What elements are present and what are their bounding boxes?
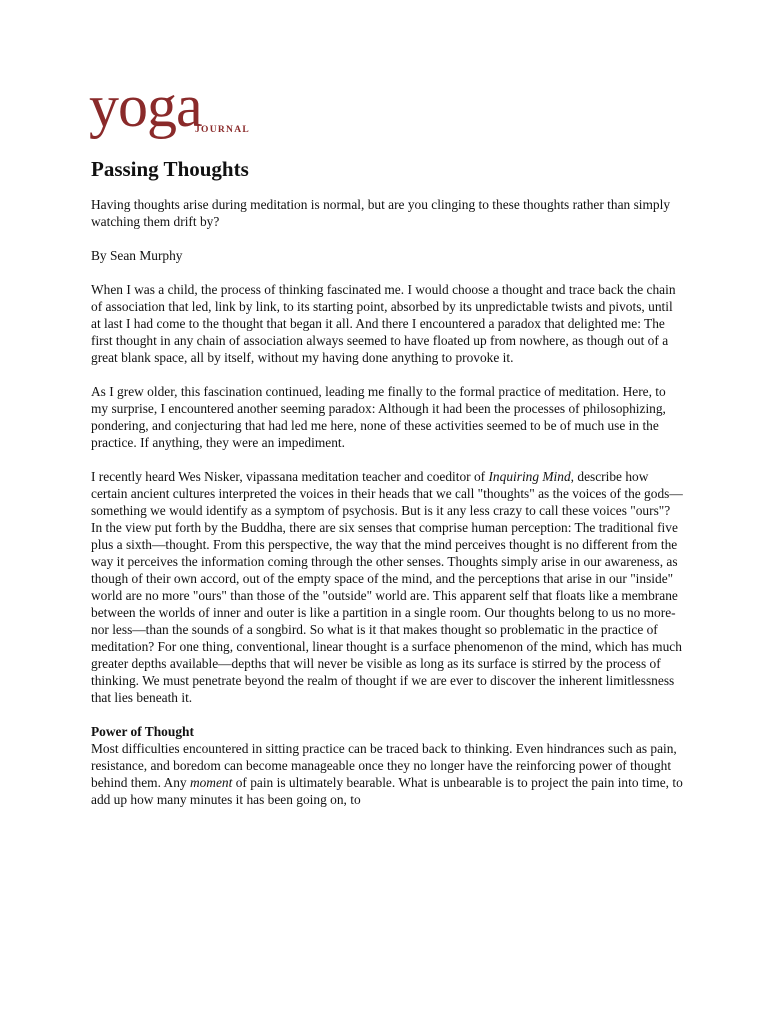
moment-italic: moment: [189, 775, 233, 790]
paragraph-4-text-b: of pain is ultimately bearable. What is unbearable is to project the pain into time, to add up how many minutes it has been going on, to: [91, 775, 683, 807]
paragraph-4-text-a: Most difficulties encountered in sitting practice can be traced back to thinking. Even hindrances such as pain, resistance, and boredom can become manageable once they no longer have the reinforcing power of thought behind them. Any: [91, 741, 677, 790]
article-title: Passing Thoughts: [91, 157, 249, 181]
publication-title-italic: Inquiring Mind: [488, 469, 571, 484]
logo-wordmark: yoga: [89, 73, 202, 139]
paragraph-3-text-a: I recently heard Wes Nisker, vipassana meditation teacher and coeditor of: [91, 469, 489, 484]
paragraph-3-text-b: , describe how certain ancient cultures interpreted the voices in their heads that we call "thoughts" as the voices of the gods—something we would identify as a symptom of psychosis. But is it any less crazy to call these voices "ours"? In the view put forth by the Buddha, there are six senses that comprise human perception: The traditional five plus a sixth—thought. From this perspective, the way that the mind perceives thought is no different from the way it perceives the information coming through the other senses. Thoughts simply arise in our awareness, as though of their own accord, out of the empty space of the mind, and the perceptions that arise in our "inside" world are no more "ours" than those of the "outside" world are. This apparent self that floats like a membrane between the worlds of inner and outer is like a partition in a single room. Our thoughts belong to us no more-nor less—than the sounds of a songbird. So what is it that makes thought so problematic in the practice of meditation? For one thing, conventional, linear thought is a surface phenomenon of the mind, which has much greater depths available—depths that will never be visible as long as its surface is stirred by the process of thinking. We must penetrate beyond the realm of thought if we are ever to discover the inherent limitlessness that lies beneath it.: [91, 469, 683, 705]
article-byline: By Sean Murphy: [91, 248, 183, 263]
article-paragraph-3: [91, 468, 683, 706]
article-paragraph-1: When I was a child, the process of thinking fascinated me. I would choose a thought and trace back the chain of association that led, link by link, to its starting point, absorbed by its unpredictable twists and pivots, until at last I had come to the thought that began it all. And there I encountered a paradox that delighted me: The first thought in any chain of association always seemed to have floated up from nowhere, as though out of a great blank space, all by itself, without my having done anything to provoke it.: [91, 282, 676, 365]
article-paragraph-2: As I grew older, this fascination continued, leading me finally to the formal practice of meditation. Here, to my surprise, I encountered another seeming paradox: Although it had been the processes of philosophizing, pondering, and conjecturing that had led me here, none of these activities seemed to be of much use in the practice. If anything, they were an impediment.: [91, 384, 666, 450]
yoga-journal-logo: [89, 73, 271, 144]
document-page: [89, 73, 683, 808]
article-dek: Having thoughts arise during meditation is normal, but are you clinging to these thoughts rather than simply watching them drift by?: [91, 197, 671, 229]
article-paragraph-4: [91, 740, 683, 808]
section-heading-power-of-thought: Power of Thought: [91, 724, 194, 739]
logo-subtitle: JOURNAL: [195, 125, 251, 135]
